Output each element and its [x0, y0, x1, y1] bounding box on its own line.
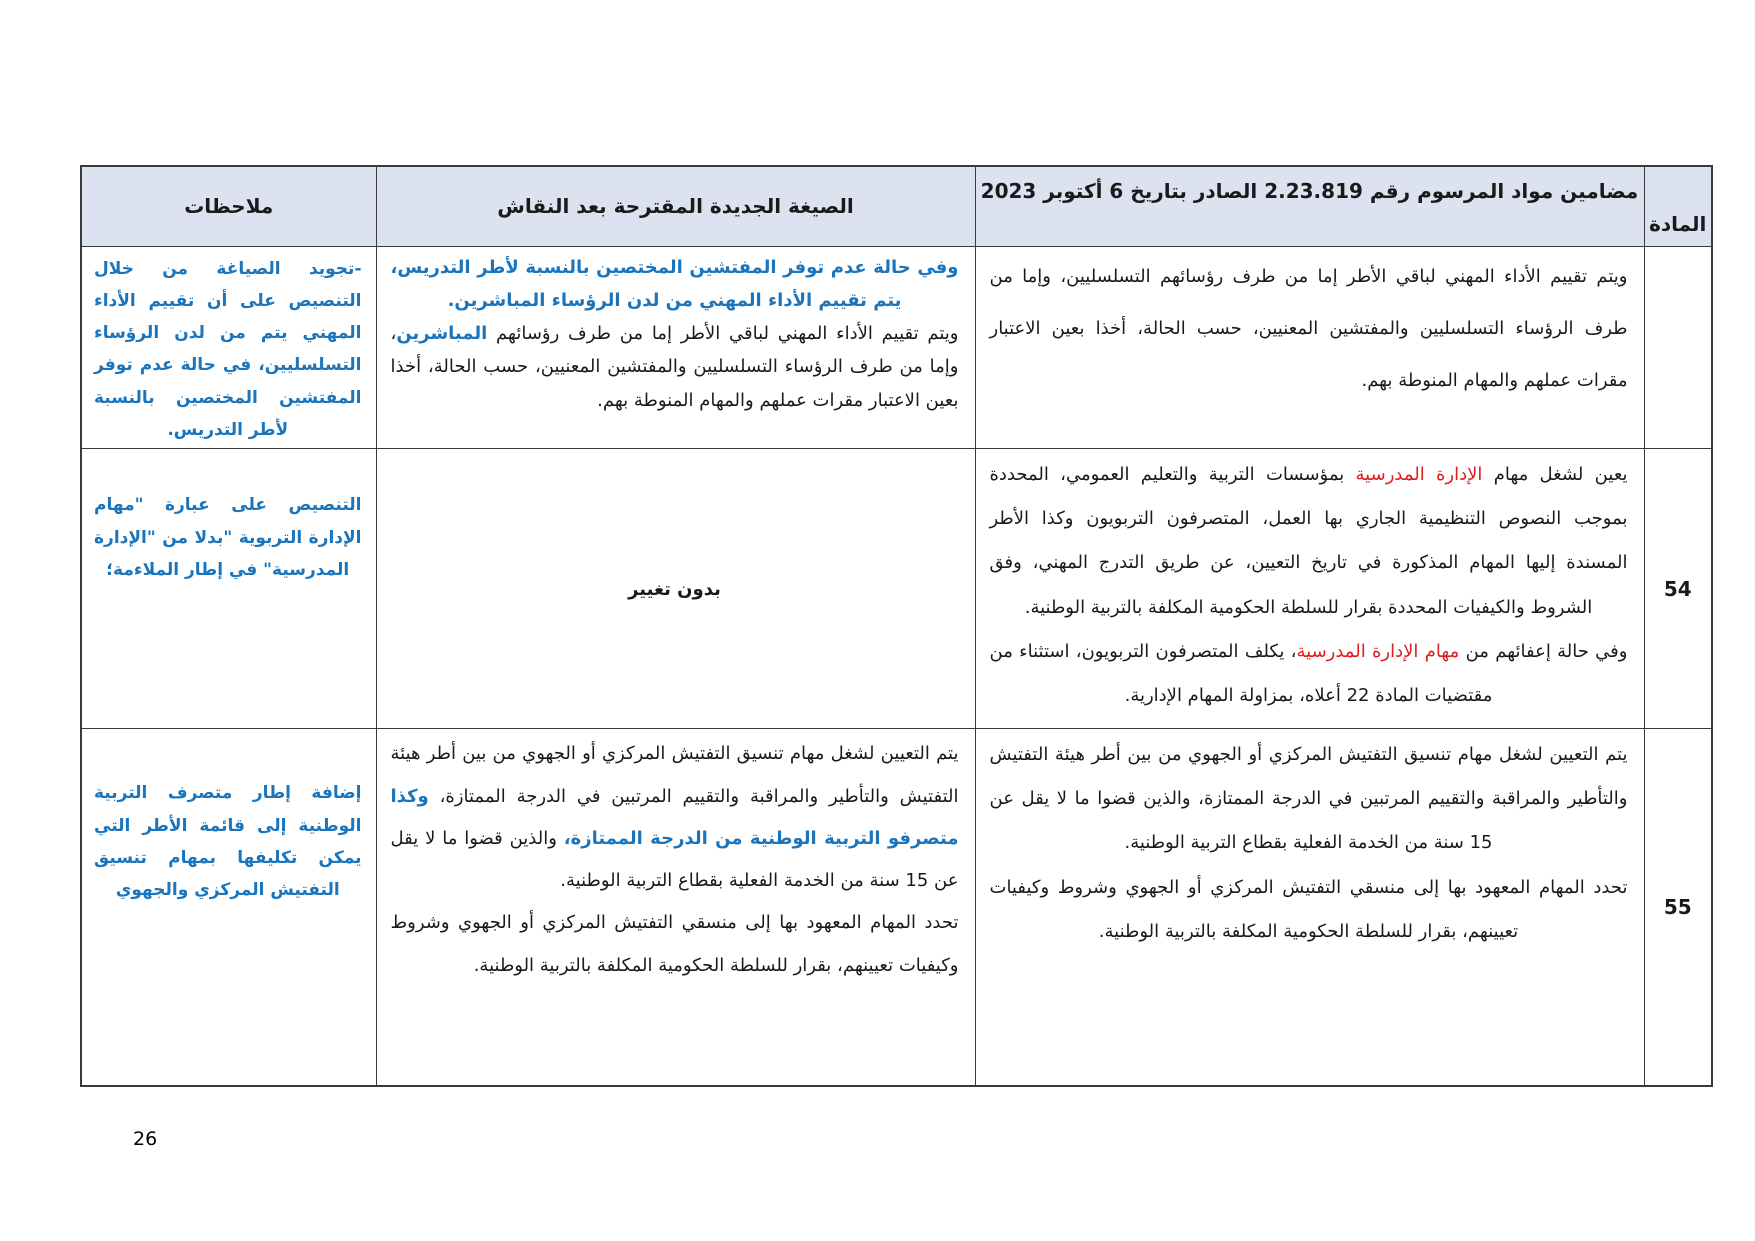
paragraph	[391, 573, 959, 606]
table-row	[81, 729, 1712, 1086]
text-run: تحدد المهام المعهود بها إلى منسقي التفتيش المركزي أو الجهوي وشروط وكيفيات تعيينهم، بقرار للسلطة الحكومية المكلفة بالتربية الوطنية.	[390, 912, 959, 976]
paragraph	[990, 866, 1628, 954]
decree-text	[975, 729, 1644, 1086]
article-number: 55	[1644, 729, 1712, 1086]
text-run: يعين لشغل مهام	[1482, 464, 1628, 486]
text-run: وكذا متصرفو التربية الوطنية من الدرجة الممتازة،	[390, 785, 959, 849]
text-run: وفي حالة إعفائهم من	[1459, 640, 1628, 662]
text-run: التنصيص على عبارة "مهام الإدارة التربوية "بدلا من "الإدارة المدرسية" في إطار الملاءمة؛	[94, 495, 362, 580]
text-run: ، يكلف المتصرفون التربويون، استثناء من مقتضيات المادة 22 أعلاه، بمزاولة المهام الإدارية.	[989, 640, 1493, 706]
text-run: بدون تغيير	[628, 579, 721, 601]
text-run: بمؤسسات التربية والتعليم العمومي، المحددة بموجب النصوص التنظيمية الجاري بها العمل، المتصرفون التربويون وكذا الأطر المسندة إليها المهام المذكورة في تاريخ التعيين، عن طريق التدرج المهني، وفق الشروط والكيفيات المحددة بقرار للسلطة الحكومية المكلفة بالتربية الوطنية.	[989, 464, 1628, 618]
proposal-text	[376, 729, 975, 1086]
proposal-text	[376, 449, 975, 729]
text-run: -تجويد الصياغة من خلال التنصيص على أن تقييم الأداء المهني يتم من لدن الرؤساء التسلسليين، في حالة عدم توفر المفتشين المختصين بالنسبة لأطر التدريس.	[94, 258, 362, 440]
paragraph	[391, 317, 959, 417]
paragraph	[990, 630, 1628, 718]
text-run: يتم التعيين لشغل مهام تنسيق التفتيش المركزي أو الجهوي من بين أطر هيئة التفتيش والتأطير والمراقبة والتقييم المرتبين في الدرجة الممتازة، والذين قضوا ما لا يقل عن 15 سنة من الخدمة الفعلية بقطاع التربية الوطنية.	[989, 744, 1628, 854]
text-run: مهام الإدارة المدرسية	[1296, 640, 1460, 662]
header-decree-contents: مضامين مواد المرسوم رقم 2.23.819 الصادر بتاريخ 6 أكتوبر 2023	[975, 166, 1644, 246]
table-row	[81, 246, 1712, 449]
proposal-text	[376, 246, 975, 449]
notes-text	[81, 246, 376, 449]
text-run: ويتم تقييم الأداء المهني لباقي الأطر إما من طرف رؤسائهم	[487, 323, 959, 345]
article-number	[1644, 246, 1712, 449]
text-run: إضافة إطار متصرف التربية الوطنية إلى قائمة الأطر التي يمكن تكليفها بمهام تنسيق التفتيش المركزي والجهوي	[94, 783, 362, 901]
paragraph	[391, 733, 959, 902]
paragraph	[94, 777, 362, 906]
decree-text	[975, 449, 1644, 729]
paragraph	[94, 253, 362, 447]
text-run: تحدد المهام المعهود بها إلى منسقي التفتيش المركزي أو الجهوي وشروط وكيفيات تعيينهم، بقرار للسلطة الحكومية المكلفة بالتربية الوطنية.	[989, 876, 1628, 942]
paragraph	[94, 489, 362, 586]
paragraph	[391, 902, 959, 987]
text-run: المباشرين	[396, 323, 488, 345]
header-notes: ملاحظات	[81, 166, 376, 246]
text-run: ، وإما من طرف الرؤساء التسلسليين والمفتشين المعنيين، حسب الحالة، أخذا بعين الاعتبار مقرات عملهم والمهام المنوطة بهم.	[390, 323, 959, 411]
decree-text	[975, 246, 1644, 449]
comparison-table	[80, 165, 1713, 1087]
paragraph	[990, 733, 1628, 865]
paragraph	[990, 453, 1628, 629]
text-run: الإدارة المدرسية	[1355, 464, 1483, 486]
text-run: والذين قضوا ما لا يقل عن 15 سنة من الخدمة الفعلية بقطاع التربية الوطنية.	[390, 827, 959, 892]
text-run: ويتم تقييم الأداء المهني لباقي الأطر إما من طرف رؤسائهم التسلسليين، وإما من طرف الرؤساء التسلسليين والمفتشين المعنيين، حسب الحالة، أخذا بعين الاعتبار مقرات عملهم والمهام المنوطة بهم.	[989, 265, 1628, 391]
page-number: 26	[133, 1128, 158, 1150]
notes-text	[81, 449, 376, 729]
header-article: المادة	[1644, 166, 1712, 246]
header-proposed-wording: الصيغة الجديدة المقترحة بعد النقاش	[376, 166, 975, 246]
notes-text	[81, 729, 376, 1086]
text-run: يتم التعيين لشغل مهام تنسيق التفتيش المركزي أو الجهوي من بين أطر هيئة التفتيش والتأطير والمراقبة والتقييم المرتبين في الدرجة الممتازة،	[390, 743, 959, 807]
table-header-row	[81, 166, 1712, 246]
paragraph	[990, 251, 1628, 408]
text-run: وفي حالة عدم توفر المفتشين المختصين بالنسبة لأطر التدريس، يتم تقييم الأداء المهني من لدن الرؤساء المباشرين.	[390, 256, 959, 311]
paragraph	[391, 251, 959, 318]
table-row	[81, 449, 1712, 729]
article-number: 54	[1644, 449, 1712, 729]
